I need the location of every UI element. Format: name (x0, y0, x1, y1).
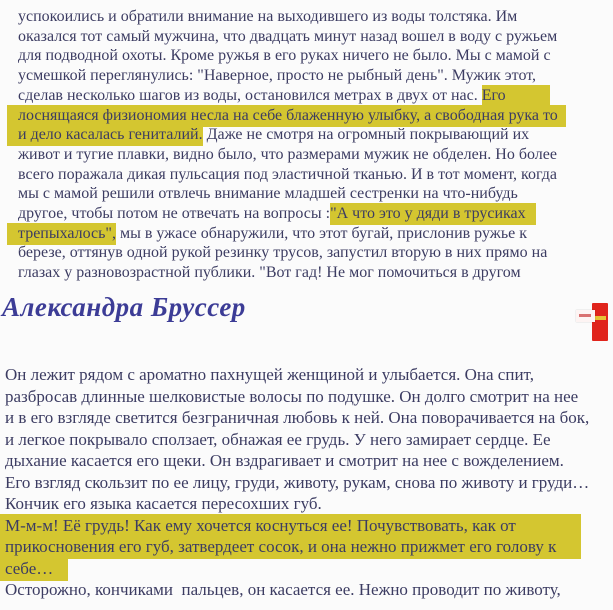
text-segment: дыхание касается его щеки. Он вздрагивает и смотрит на нее с вожделением. (5, 451, 564, 470)
highlighted-text: прикосновения его губ, затвердеет сосок, и она нежно прижмет его голову к (0, 535, 581, 559)
text-line (18, 46, 566, 66)
text-line (5, 536, 589, 558)
highlighted-text: лоснящаяся физиономия несла на себе блаженную улыбку, а свободная рука то (7, 105, 566, 127)
text-line (5, 472, 589, 494)
text-line (5, 493, 589, 515)
highlighted-text: и дело касалась гениталий. (7, 124, 203, 146)
highlighted-text: "А что это у дяди в трусиках (330, 203, 536, 225)
highlighted-text: трепыхалось", (7, 223, 116, 245)
text-segment: Осторожно, кончиками пальцев, он касается ее. Нежно проводит по животу, (5, 580, 561, 599)
text-line (5, 515, 589, 537)
text-line (18, 7, 566, 27)
author-heading: Александра Бруссер (2, 292, 246, 322)
text-segment: для подводной охоты. Кроме ружья в его руках ничего не было. Мы с мамой с (18, 47, 551, 65)
text-segment: Его взгляд скользит по ее лицу, груди, животу, рукам, снова по животу и груди… (5, 472, 590, 492)
paragraph-1 (18, 7, 566, 283)
highlighted-text: М-м-м! Её грудь! Как ему хочется коснуться ее! Почувствовать, как от (0, 514, 581, 538)
text-segment: всего поражала дикая пульсация под эластичной тканью. И в тот момент, когда (18, 165, 557, 183)
text-line (18, 204, 566, 224)
text-line (5, 364, 589, 386)
text-line (18, 224, 566, 244)
text-line (18, 263, 566, 283)
text-line (5, 558, 589, 580)
text-segment: живот и тугие плавки, видно было, что размерами мужик не обделен. Но более (18, 145, 557, 163)
text-segment: Он лежит рядом с ароматно пахнущей женщиной и улыбается. Она спит, (5, 365, 534, 384)
text-line (18, 106, 566, 126)
text-line (18, 66, 566, 86)
text-line (5, 407, 589, 429)
paragraph-2 (5, 364, 589, 601)
text-segment: оказался тот самый мужчина, что двадцать минут назад вошел в воду с ружьем (18, 27, 558, 45)
logo-label-text-mark (579, 314, 591, 317)
text-segment: сделав несколько шагов из воды, остановился метрах в двух от нас. (18, 86, 482, 104)
text-line (5, 429, 589, 451)
text-line (18, 165, 566, 185)
text-line (18, 86, 566, 106)
text-line (18, 145, 566, 165)
highlighted-text: себе… (0, 557, 68, 581)
text-segment: успокоились и обратили внимание на выходившего из воды толстяка. Им (18, 8, 518, 25)
text-line (18, 243, 566, 263)
text-segment: мы в ужасе обнаружили, что этот бугай, прислонив ружье к (115, 224, 527, 242)
text-line (18, 27, 566, 47)
highlighted-text: Его (482, 85, 550, 107)
text-line (5, 386, 589, 408)
red-banner-icon (592, 303, 608, 341)
text-line (18, 184, 566, 204)
text-segment: мы с мамой решили отвлечь внимание младшей сестренки на что-нибудь (18, 185, 518, 203)
text-line (18, 125, 566, 145)
text-segment: разбросав длинные шелковистые волосы по подушке. Он долго смотрит на нее (5, 386, 579, 406)
text-segment: и легкое покрывало сползает, обнажая ее грудь. У него замирает сердце. Ее (5, 429, 551, 449)
text-segment: другое, чтобы потом не отвечать на вопросы : (18, 205, 331, 223)
text-segment: и в его взгляде светится безграничная любовь к ней. Она поворачивается на бок, (5, 408, 590, 427)
text-segment: глазах у разновозрастной публики. "Вот гад! Не мог помочиться в другом (18, 264, 521, 282)
text-line (5, 579, 589, 601)
text-line (5, 450, 589, 472)
text-segment: усмешкой переглянулись: "Наверное, просто не рыбный день". Мужик этот, (18, 67, 537, 85)
logo-white-label (576, 310, 595, 322)
site-logo (576, 302, 613, 342)
text-segment: Даже не смотря на огромный покрывающий их (202, 126, 530, 144)
text-segment: березе, оттянув одной рукой резинку трусов, запустил вторую в них прямо на (18, 244, 548, 262)
text-segment: Кончик его языка касается пересохших губ. (5, 494, 322, 513)
